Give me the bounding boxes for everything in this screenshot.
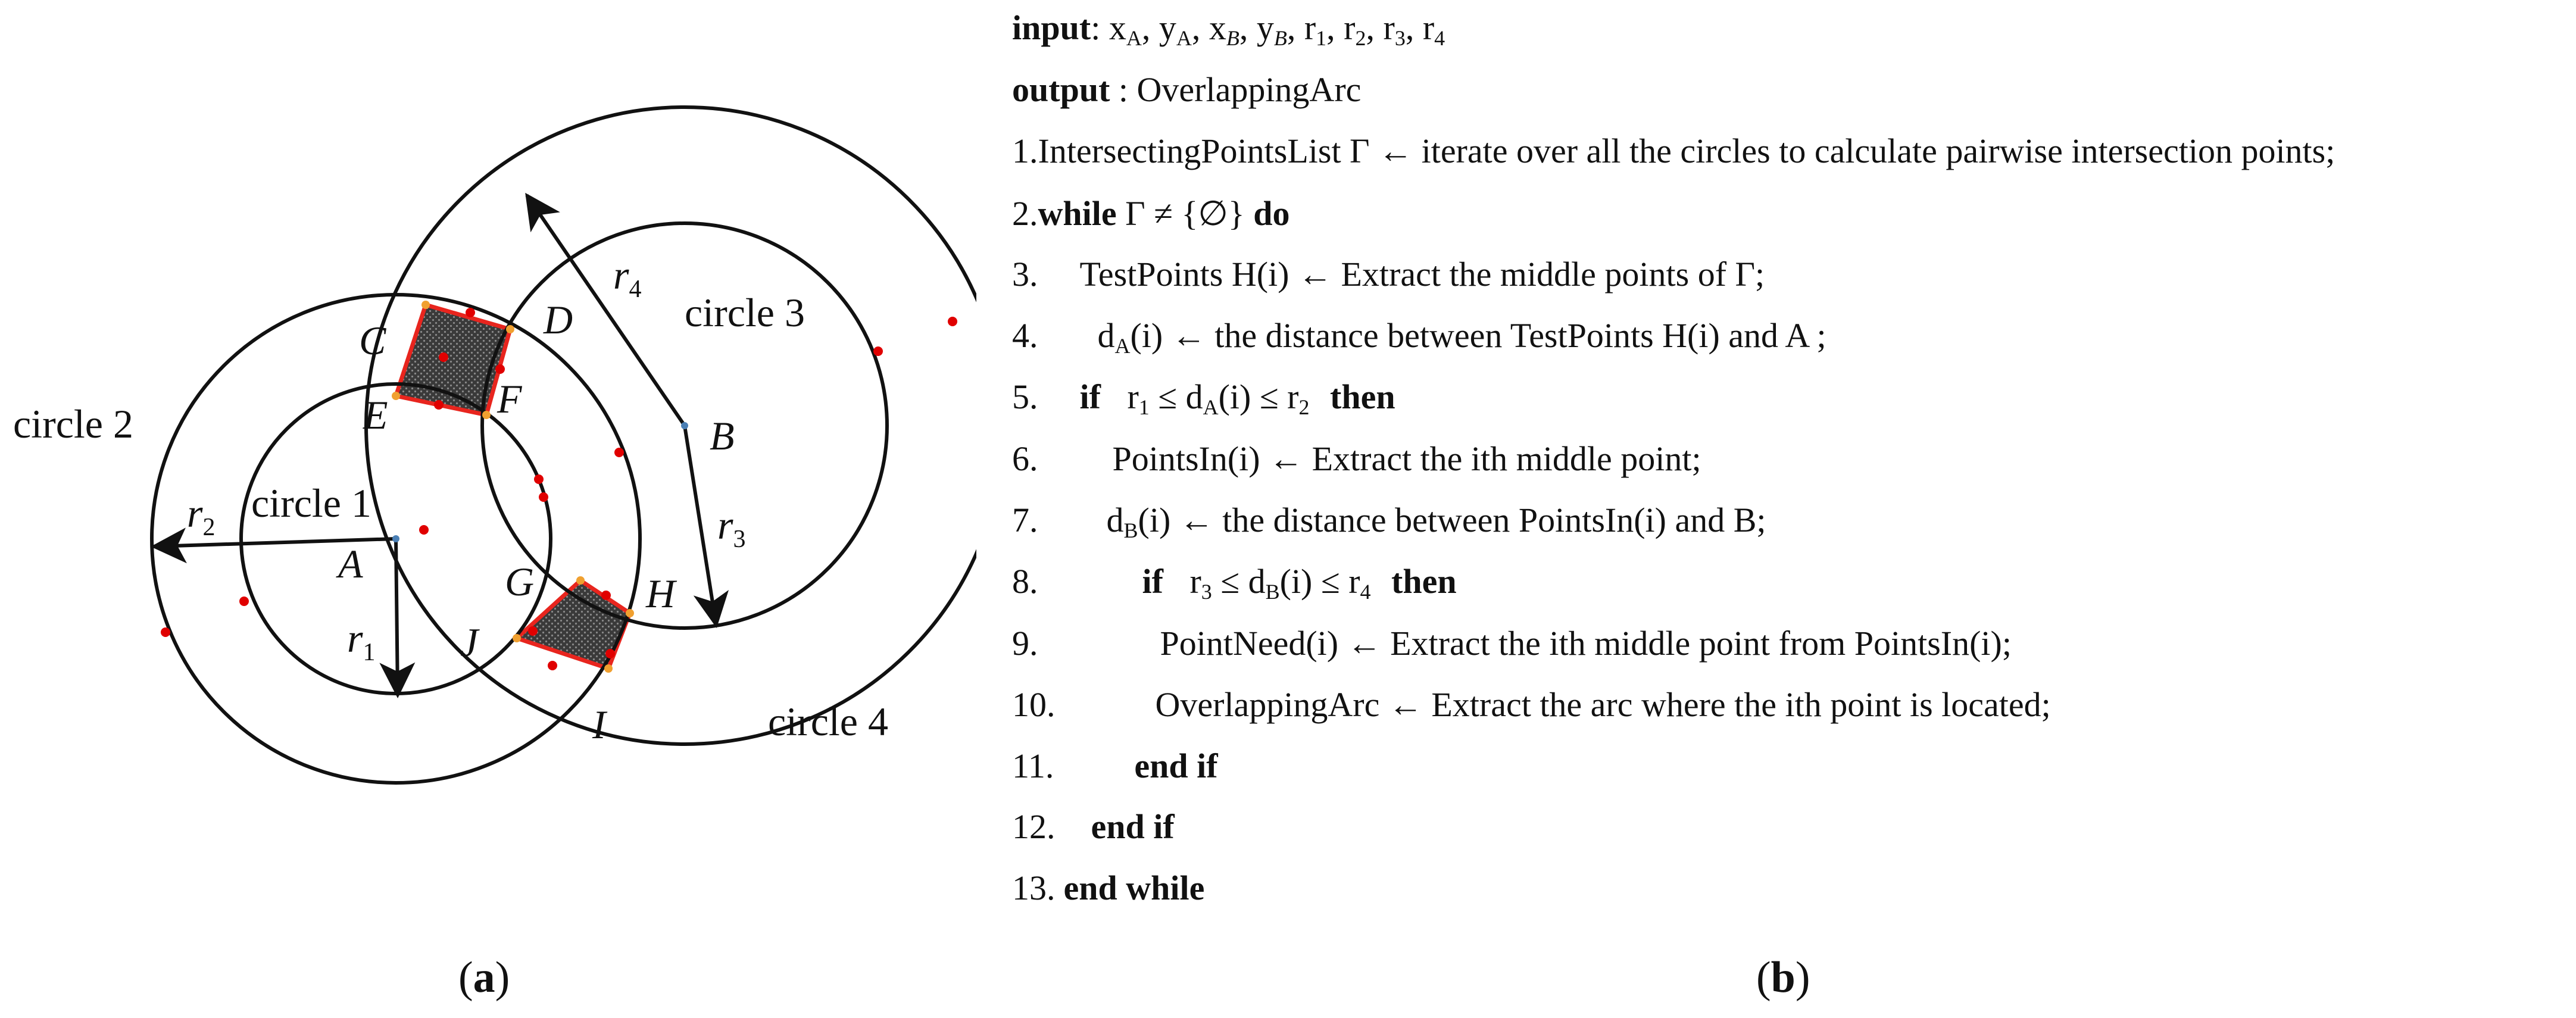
- algo-line-13: 13. end while: [1012, 869, 1205, 907]
- caption-a: (a): [458, 953, 510, 1002]
- point-label-a: A: [338, 541, 363, 586]
- algo-line-2: 2.while Γ ≠ {∅} do: [1012, 194, 1290, 233]
- point-label-g: G: [505, 559, 535, 604]
- algo-line-12: 12. end if: [1012, 807, 1175, 846]
- algo-line-6: 6. PointsIn(i) ← Extract the ith middle point;: [1012, 439, 1701, 478]
- algo-line-1: 1.IntersectingPointsList Γ ← iterate over all the circles to calculate pairwise intersection points;: [1012, 132, 2335, 170]
- point-label-j: J: [460, 620, 479, 665]
- center-b-dot: [681, 422, 688, 429]
- point-label-c: C: [359, 318, 386, 363]
- point-label-b: B: [710, 413, 735, 458]
- caption-b: (b): [1756, 953, 1810, 1002]
- point-label-f: F: [497, 376, 522, 421]
- algo-line-10: 10. OverlappingArc ← Extract the arc where the ith point is located;: [1012, 685, 2051, 724]
- circle-label-3: circle 3: [685, 290, 805, 335]
- circle-label-2: circle 2: [13, 401, 133, 446]
- point-label-h: H: [646, 571, 676, 616]
- point-label-e: E: [363, 392, 388, 438]
- circle-overlap-diagram: [0, 0, 976, 1018]
- algo-input-line: input: $x_A$, $y_A$, $x_B$, $y_B$, $r_1$, $r_2$, $r_3$, $r_4$: [1012, 8, 1445, 50]
- circle-label-1: circle 1: [251, 480, 371, 526]
- algo-line-5: 5. if $r_1 \le d_A(i) \le r_2$ then: [1012, 377, 1395, 419]
- algo-output-line: output : OverlappingArc: [1012, 70, 1362, 109]
- algo-line-9: 9. PointNeed(i) ← Extract the ith middle point from PointsIn(i);: [1012, 624, 2012, 663]
- algo-line-8: 8. if $r_3 \le d_B(i) \le r_4$ then: [1012, 562, 1457, 604]
- circle-label-4: circle 4: [768, 699, 888, 744]
- point-label-i: I: [592, 702, 606, 747]
- algo-line-4: 4. $d_A(i)$ ← the distance between TestPoints H(i) and A ;: [1012, 316, 1826, 358]
- center-a-dot: [392, 535, 399, 542]
- radius-label-r1: $r_1$: [347, 616, 376, 666]
- algo-line-7: 7. $d_B(i)$ ← the distance between PointsIn(i) and B;: [1012, 501, 1766, 542]
- radius-label-r4: $r_4$: [613, 252, 642, 303]
- radius-r1-arrow: [396, 539, 398, 695]
- algo-line-3: 3. TestPoints H(i) ← Extract the middle points of Γ;: [1012, 255, 1765, 293]
- circle-4: [366, 107, 976, 744]
- algo-line-11: 11. end if: [1012, 747, 1218, 785]
- radius-label-r2: $r_2$: [187, 491, 216, 541]
- radius-label-r3: $r_3$: [717, 502, 746, 553]
- point-label-d: D: [544, 297, 573, 342]
